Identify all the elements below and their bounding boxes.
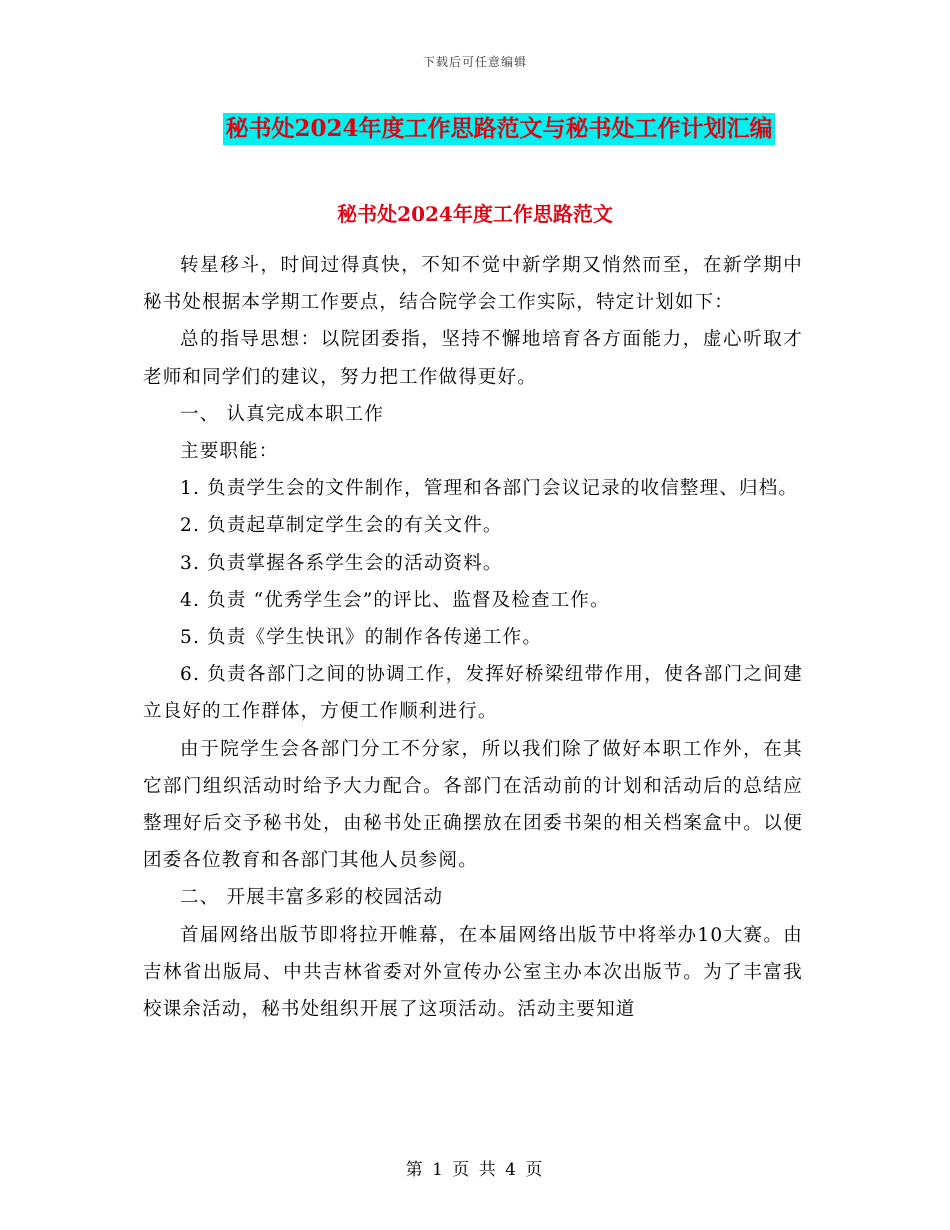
section-heading: 一、 认真完成本职工作 <box>180 403 385 425</box>
list-item: 5. 负责《学生快讯》的制作各传递工作。 <box>180 627 543 649</box>
list-item: 4. 负责 “优秀学生会”的评比、监督及检查工作。 <box>180 589 610 611</box>
paragraph: 主要职能： <box>180 441 279 463</box>
document-body <box>143 247 803 1028</box>
paragraph: 转星移斗，时间过得真快，不知不觉中新学期又悄然而至，在新学期中秘书处根据本学期工作要点，结合院学会工作实际，特定计划如下： <box>143 255 803 314</box>
section-heading: 二、 开展丰富多彩的校园活动 <box>180 887 444 909</box>
list-item: 3. 负责掌握各系学生会的活动资料。 <box>180 552 503 574</box>
list-item: 2. 负责起草制定学生会的有关文件。 <box>180 515 503 537</box>
sub-title: 秘书处2024年度工作思路范文 <box>337 202 613 226</box>
paragraph: 总的指导思想：以院团委指，坚持不懈地培育各方面能力，虚心听取才老师和同学们的建议，努力把工作做得更好。 <box>143 329 803 388</box>
paragraph: 首届网络出版节即将拉开帷幕，在本届网络出版节中将举办10大赛。由吉林省出版局、中共吉林省委对外宣传办公室主办本次出版节。为了丰富我校课余活动，秘书处组织开展了这项活动。活动主要知道 <box>143 924 803 1021</box>
list-item: 1. 负责学生会的文件制作，管理和各部门会议记录的收信整理、归档。 <box>180 478 799 500</box>
main-title-container <box>0 113 950 145</box>
paragraph: 由于院学生会各部门分工不分家，所以我们除了做好本职工作外，在其它部门组织活动时给予大力配合。各部门在活动前的计划和活动后的总结应整理好后交予秘书处，由秘书处正确摆放在团委书架的相关档案盒中。以便团委各位教育和各部门其他人员参阅。 <box>143 738 803 872</box>
list-item: 6. 负责各部门之间的协调工作，发挥好桥梁纽带作用，使各部门之间建立良好的工作群体，方便工作顺利进行。 <box>143 664 803 723</box>
page-footer: 第 1 页 共 4 页 <box>405 1160 545 1180</box>
header-note: 下载后可任意编辑 <box>422 55 527 69</box>
main-title: 秘书处2024年度工作思路范文与秘书处工作计划汇编 <box>223 113 774 145</box>
